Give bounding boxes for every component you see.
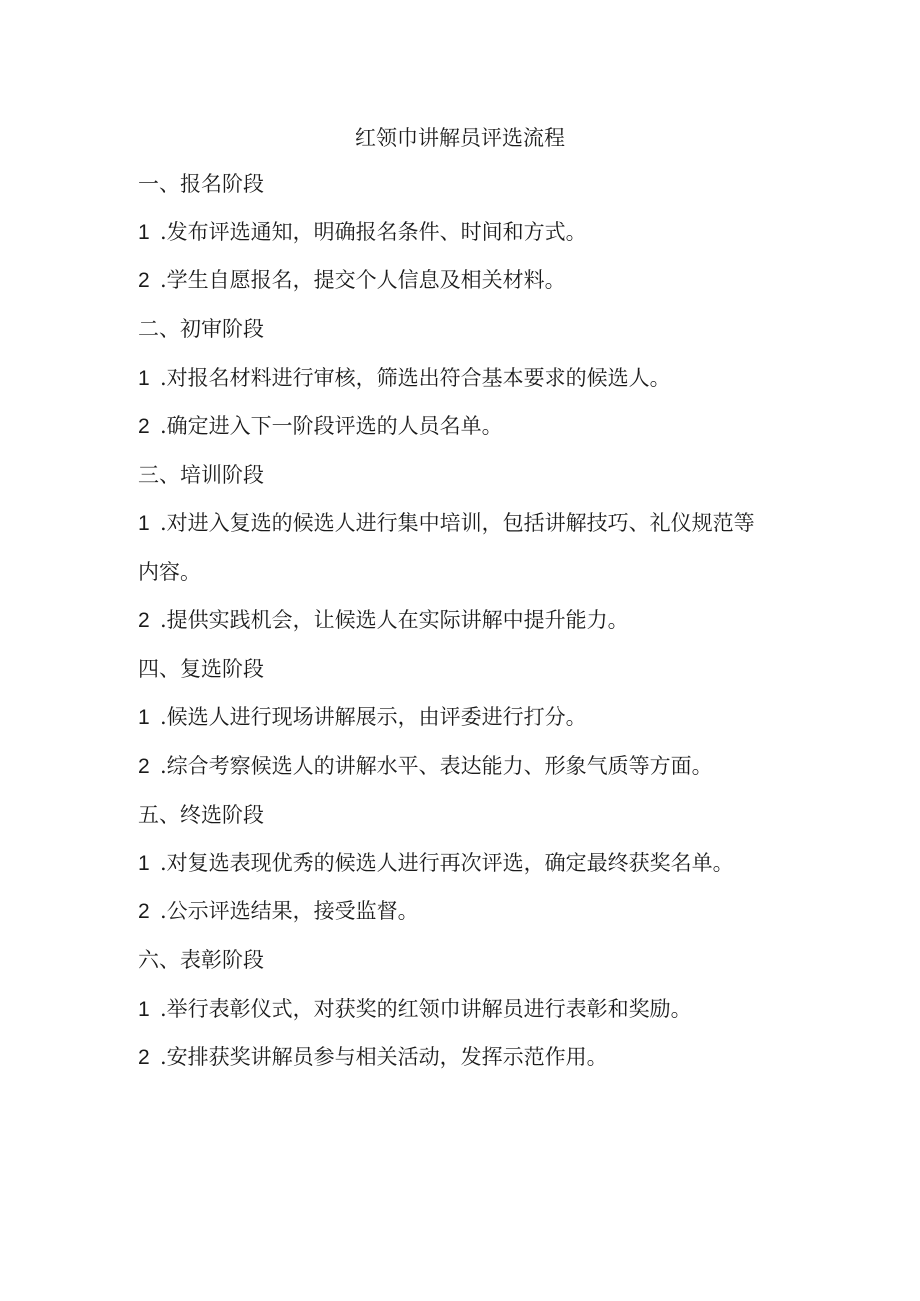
item-number: 1 [138, 998, 150, 1021]
list-item [138, 507, 798, 540]
item-text: .对报名材料进行审核，筛选出符合基本要求的候选人。 [160, 366, 671, 390]
item-number: 2 [138, 1046, 150, 1069]
item-number: 2 [138, 415, 150, 438]
item-number: 1 [138, 512, 150, 535]
item-number: 2 [138, 609, 150, 632]
item-number: 1 [138, 367, 150, 390]
list-item [138, 895, 798, 928]
item-text: .候选人进行现场讲解展示，由评委进行打分。 [160, 705, 587, 729]
section-heading: 一、报名阶段 [138, 172, 264, 196]
item-number: 1 [138, 221, 150, 244]
item-text: .发布评选通知，明确报名条件、时间和方式。 [160, 220, 587, 244]
list-item [138, 362, 798, 395]
item-number: 1 [138, 706, 150, 729]
item-text: .确定进入下一阶段评选的人员名单。 [160, 414, 503, 438]
section-heading: 二、初审阶段 [138, 317, 264, 341]
list-item [138, 410, 798, 443]
list-item [138, 1041, 798, 1074]
item-text: .安排获奖讲解员参与相关活动，发挥示范作用。 [160, 1045, 608, 1069]
list-item [138, 701, 798, 734]
list-item [138, 847, 798, 880]
item-text: .对进入复选的候选人进行集中培训，包括讲解技巧、礼仪规范等 [160, 511, 755, 535]
list-item [138, 604, 798, 637]
list-item [138, 216, 798, 249]
item-text: .提供实践机会，让候选人在实际讲解中提升能力。 [160, 608, 629, 632]
section-heading: 六、表彰阶段 [138, 948, 264, 972]
item-number: 2 [138, 900, 150, 923]
item-number: 2 [138, 269, 150, 292]
list-item [138, 264, 798, 297]
item-number: 1 [138, 852, 150, 875]
item-text: .举行表彰仪式，对获奖的红领巾讲解员进行表彰和奖励。 [160, 997, 692, 1021]
section-heading: 四、复选阶段 [138, 657, 264, 681]
list-item-continuation: 内容。 [138, 560, 201, 584]
item-text: .综合考察候选人的讲解水平、表达能力、形象气质等方面。 [160, 754, 713, 778]
item-text: .学生自愿报名，提交个人信息及相关材料。 [160, 268, 566, 292]
item-text: .公示评选结果，接受监督。 [160, 899, 419, 923]
document-title: 红领巾讲解员评选流程 [355, 126, 565, 150]
item-number: 2 [138, 755, 150, 778]
list-item [138, 750, 798, 783]
section-heading: 五、终选阶段 [138, 803, 264, 827]
list-item [138, 993, 798, 1026]
item-text: .对复选表现优秀的候选人进行再次评选，确定最终获奖名单。 [160, 851, 734, 875]
section-heading: 三、培训阶段 [138, 463, 264, 487]
